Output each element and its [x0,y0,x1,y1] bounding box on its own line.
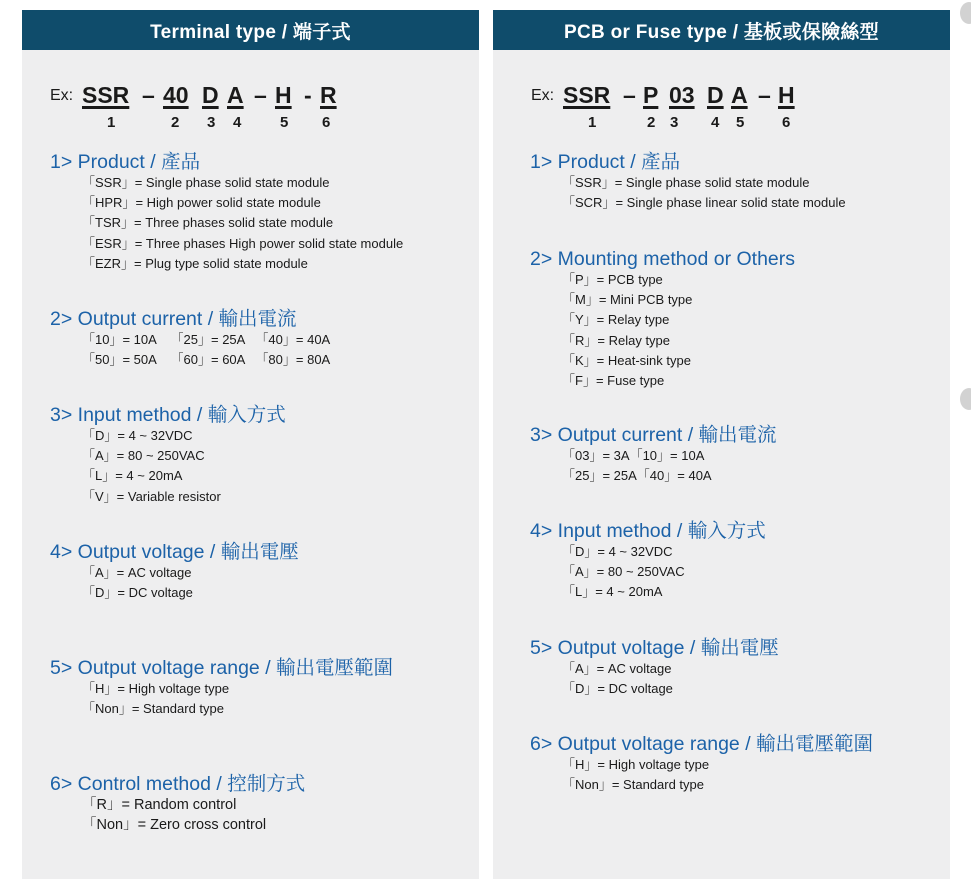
list-item: 「TSR」= Three phases solid state module [82,215,334,231]
example-code-pcb-fuse [531,82,831,138]
panel-header-terminal: Terminal type / 端子式 [22,10,479,50]
section-title: 2> Output current / 輸出電流 [50,308,297,330]
section-input-method [50,404,286,507]
section-product [50,151,403,274]
section-output-voltage [530,637,779,699]
list-item: 「SCR」= Single phase linear solid state module [562,195,846,211]
list-item: 「A」= AC voltage [82,565,192,580]
list-item: 「A」= AC voltage [562,661,672,676]
list-item: 「03」= 3A「10」= 10A [562,448,705,463]
list-item: 「L」= 4 ~ 20mA [82,468,183,484]
section-output-voltage-range [530,733,873,795]
list-item: 「D」= 4 ~ 32VDC [562,544,673,559]
section-title: 3> Output current / 輸出電流 [530,424,777,446]
list-item: 「SSR」= Single phase solid state module [82,175,330,190]
section-title: 4> Output voltage / 輸出電壓 [50,541,299,563]
example-code-terminal [50,82,350,138]
code-index-6: 6 [782,114,791,131]
code-index-2: 2 [647,114,656,131]
section-title: 5> Output voltage / 輸出電壓 [530,637,779,659]
list-item: 「D」= DC voltage [562,681,673,697]
section-title: 4> Input method / 輸入方式 [530,520,766,542]
section-product [530,151,846,213]
section-title: 3> Input method / 輸入方式 [50,404,286,426]
example-prefix: Ex: [50,87,74,104]
list-item: 「Non」= Standard type [562,777,704,793]
list-item: 「SSR」= Single phase solid state module [562,175,810,190]
list-item: 「H」= High voltage type [82,681,230,696]
code-index-2: 2 [171,114,180,131]
page-edge-marker [960,388,971,410]
code-index-1: 1 [588,114,597,131]
code-index-4: 4 [233,114,242,131]
code-index-5: 5 [736,114,745,131]
section-title: 5> Output voltage range / 輸出電壓範圍 [50,657,394,679]
code-segment-5: A [731,82,748,108]
code-index-3: 3 [207,114,216,131]
code-separator: – [623,82,636,108]
list-item: 「50」= 50A 「60」= 60A 「80」= 80A [82,352,331,368]
code-segment-2: P [643,82,659,108]
list-item: 「M」= Mini PCB type [562,292,693,308]
list-item: 「EZR」= Plug type solid state module [82,255,308,271]
code-separator: - [304,82,312,108]
code-segment-6: H [778,82,795,108]
section-output-current [50,308,330,370]
code-index-4: 4 [711,114,720,131]
terminal-type-panel [22,10,479,879]
list-item: 「L」= 4 ~ 20mA [562,584,663,600]
code-index-1: 1 [107,114,116,131]
pcb-fuse-type-panel [493,10,950,879]
code-separator: – [254,82,267,108]
list-item: 「Y」= Relay type [562,312,670,328]
panel-header-pcb-fuse: PCB or Fuse type / 基板或保險絲型 [493,10,950,50]
list-item: 「P」= PCB type [562,272,663,287]
list-item: 「F」= Fuse type [562,373,665,389]
section-control-method [50,773,305,835]
list-item: 「R」= Relay type [562,332,671,348]
list-item: 「D」= 4 ~ 32VDC [82,428,193,443]
code-segment-3: 03 [669,82,695,108]
list-item: 「V」= Variable resistor [82,488,221,504]
list-item: 「R」= Random control [82,797,237,813]
code-separator: – [758,82,771,108]
list-item: 「Non」= Standard type [82,701,224,717]
section-input-method [530,520,766,603]
code-separator: – [142,82,155,108]
list-item: 「D」= DC voltage [82,585,193,601]
code-segment-6: R [320,82,337,108]
code-index-5: 5 [280,114,289,131]
code-segment-3: D [202,82,219,108]
section-title: 1> Product / 產品 [50,151,201,173]
list-item: 「Non」= Zero cross control [82,817,267,834]
code-segment-1: SSR [82,82,130,108]
section-title: 6> Control method / 控制方式 [50,773,306,795]
list-item: 「ESR」= Three phases High power solid state module [82,235,404,251]
section-title: 6> Output voltage range / 輸出電壓範圍 [530,733,874,755]
section-mounting-method [530,248,795,391]
code-segment-5: H [275,82,292,108]
section-output-current [530,424,777,486]
code-segment-2: 40 [163,82,189,108]
section-output-voltage [50,541,299,603]
list-item: 「A」= 80 ~ 250VAC [82,448,205,464]
list-item: 「10」= 10A 「25」= 25A 「40」= 40A [82,332,331,347]
section-title: 2> Mounting method or Others [530,248,796,270]
section-output-voltage-range [50,657,393,719]
code-segment-1: SSR [563,82,611,108]
list-item: 「K」= Heat-sink type [562,352,691,368]
list-item: 「HPR」= High power solid state module [82,195,321,211]
section-title: 1> Product / 產品 [530,151,681,173]
code-index-6: 6 [322,114,331,131]
code-index-3: 3 [670,114,679,131]
code-segment-4: D [707,82,724,108]
list-item: 「25」= 25A「40」= 40A [562,468,712,484]
list-item: 「A」= 80 ~ 250VAC [562,564,685,580]
example-prefix: Ex: [531,87,555,104]
page-edge-marker [960,2,971,24]
code-segment-4: A [227,82,244,108]
list-item: 「H」= High voltage type [562,757,710,772]
